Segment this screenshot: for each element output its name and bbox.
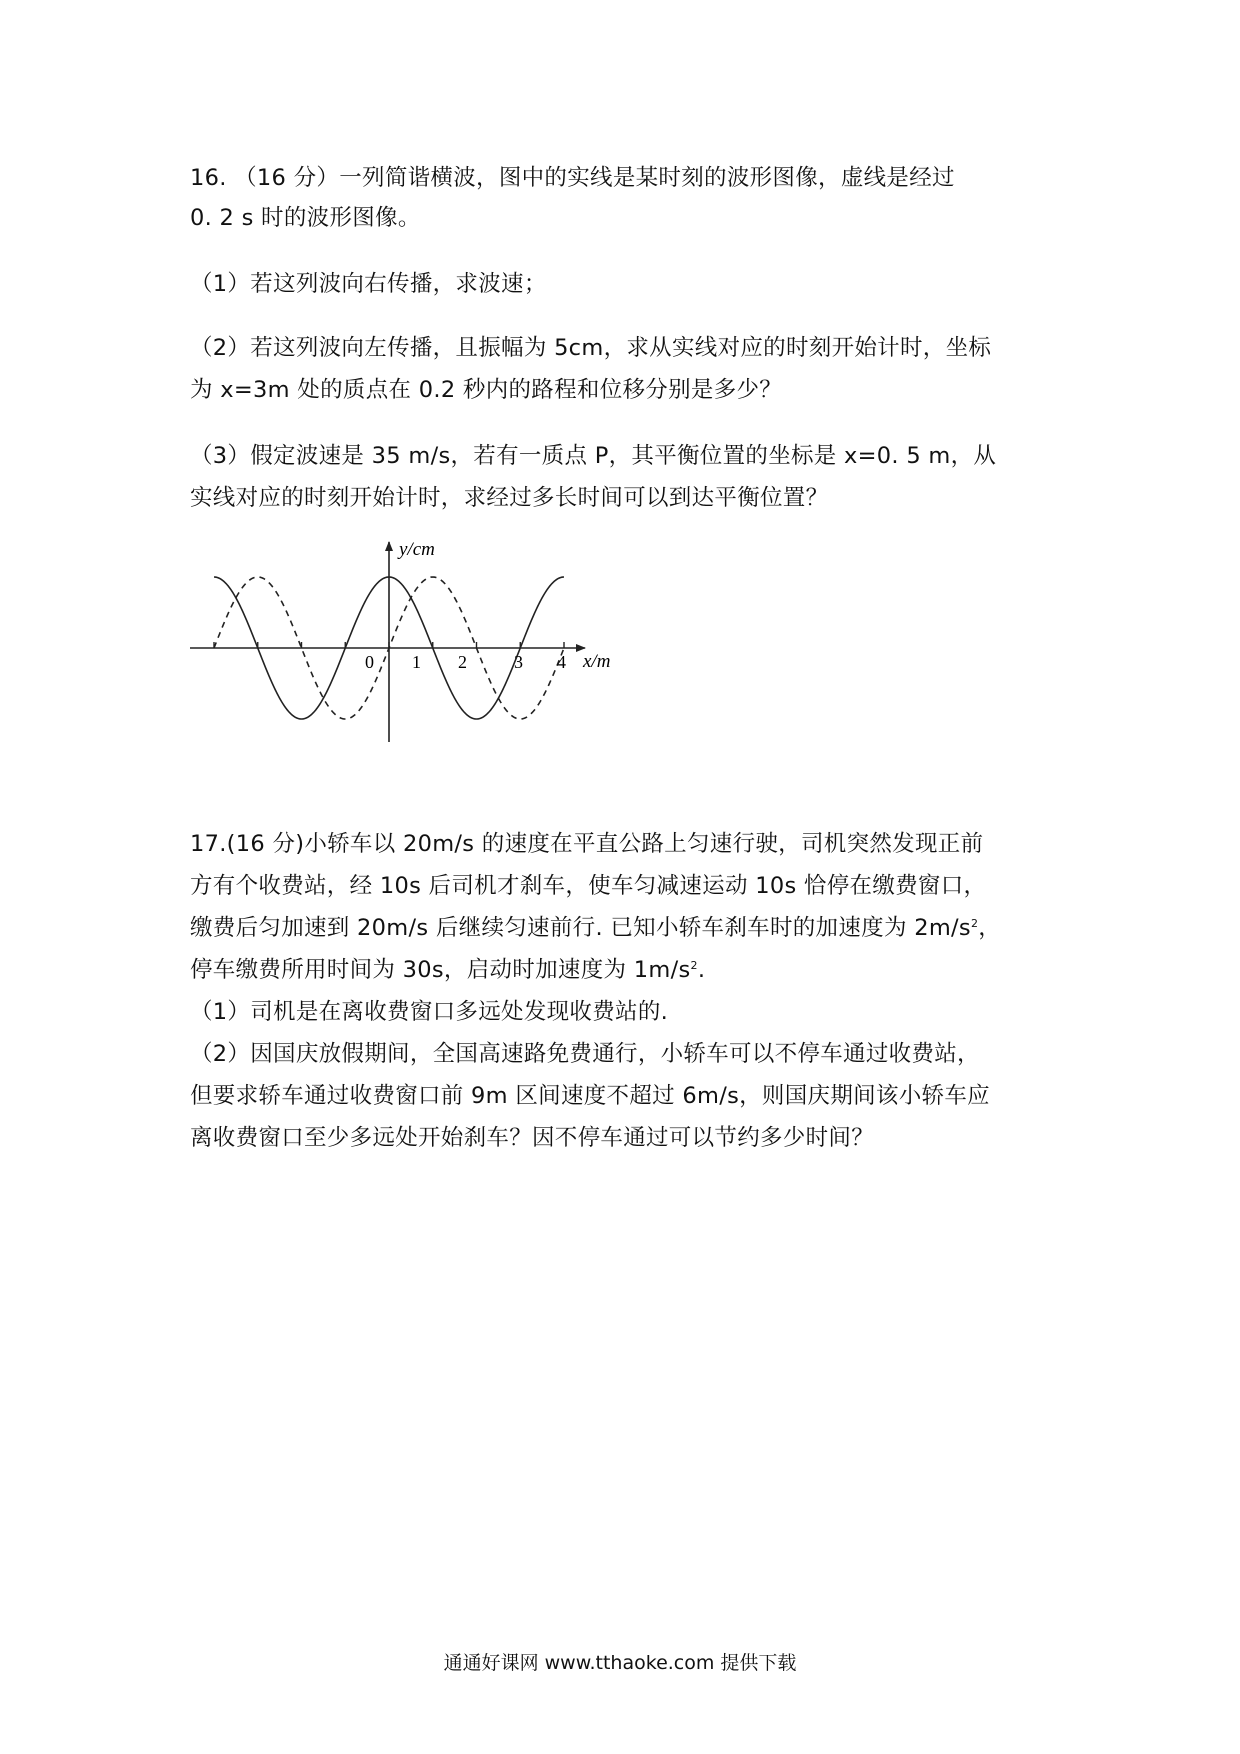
q16-line-2: 0. 2 s 时的波形图像。 bbox=[190, 205, 421, 231]
q17-line-2: 方有个收费站，经 10s 后司机才刹车，使车匀减速运动 10s 恰停在缴费窗口， bbox=[190, 873, 987, 899]
q17-line-4-exponent: 2 bbox=[690, 959, 698, 972]
wave-figure bbox=[185, 530, 625, 750]
q17-line-3-text: 缴费后匀加速到 20m/s 后继续匀速前行. 已知小轿车刹车时的加速度为 2m/s bbox=[190, 915, 971, 941]
q17-part-2-line-2: 但要求轿车通过收费窗口前 9m 区间速度不超过 6m/s，则国庆期间该小轿车应 bbox=[190, 1083, 990, 1109]
q17-line-4-tail: . bbox=[697, 957, 706, 983]
tick-label-0: 0 bbox=[365, 652, 374, 672]
q16-part-2-line-1: （2）若这列波向左传播，且振幅为 5cm，求从实线对应的时刻开始计时，坐标 bbox=[190, 335, 992, 361]
tick-label-4: 4 bbox=[557, 652, 566, 672]
x-axis-label: x/m bbox=[583, 651, 611, 672]
q17-line-3 bbox=[190, 908, 1001, 948]
q17-part-1: （1）司机是在离收费窗口多远处发现收费站的. bbox=[190, 999, 669, 1025]
q17-line-4-text: 停车缴费所用时间为 30s，启动时加速度为 1m/s bbox=[190, 957, 691, 983]
q17-part-2-line-3: 离收费窗口至少多远处开始刹车？因不停车通过可以节约多少时间？ bbox=[190, 1125, 875, 1151]
footer-watermark: 通通好课网 www.tthaoke.com 提供下载 bbox=[443, 1652, 797, 1674]
q16-part-2-line-2: 为 x=3m 处的质点在 0.2 秒内的路程和位移分别是多少？ bbox=[190, 377, 783, 403]
tick-label-1: 1 bbox=[412, 652, 421, 672]
q17-line-1: 17.(16 分)小轿车以 20m/s 的速度在平直公路上匀速行驶，司机突然发现正前 bbox=[190, 831, 984, 857]
q16-part-3-line-1: （3）假定波速是 35 m/s，若有一质点 P，其平衡位置的坐标是 x=0. 5 m，从 bbox=[190, 443, 997, 469]
q17-line-3-exponent: 2 bbox=[970, 917, 979, 930]
q16-part-3-line-2: 实线对应的时刻开始计时，求经过多长时间可以到达平衡位置？ bbox=[190, 485, 829, 511]
q16-part-1: （1）若这列波向右传播，求波速； bbox=[190, 271, 547, 297]
q16-line-1: 16. （16 分）一列简谐横波，图中的实线是某时刻的波形图像，虚线是经过 bbox=[190, 165, 955, 191]
x-tick-marks bbox=[214, 642, 564, 648]
q17-part-2-line-1: （2）因国庆放假期间，全国高速路免费通行，小轿车可以不停车通过收费站， bbox=[190, 1041, 980, 1067]
tick-label-3: 3 bbox=[514, 652, 523, 672]
q17-line-3-tail: ， bbox=[978, 915, 1002, 941]
y-axis-label: y/cm bbox=[399, 539, 435, 560]
q17-line-4 bbox=[190, 950, 705, 990]
tick-label-2: 2 bbox=[458, 652, 467, 672]
